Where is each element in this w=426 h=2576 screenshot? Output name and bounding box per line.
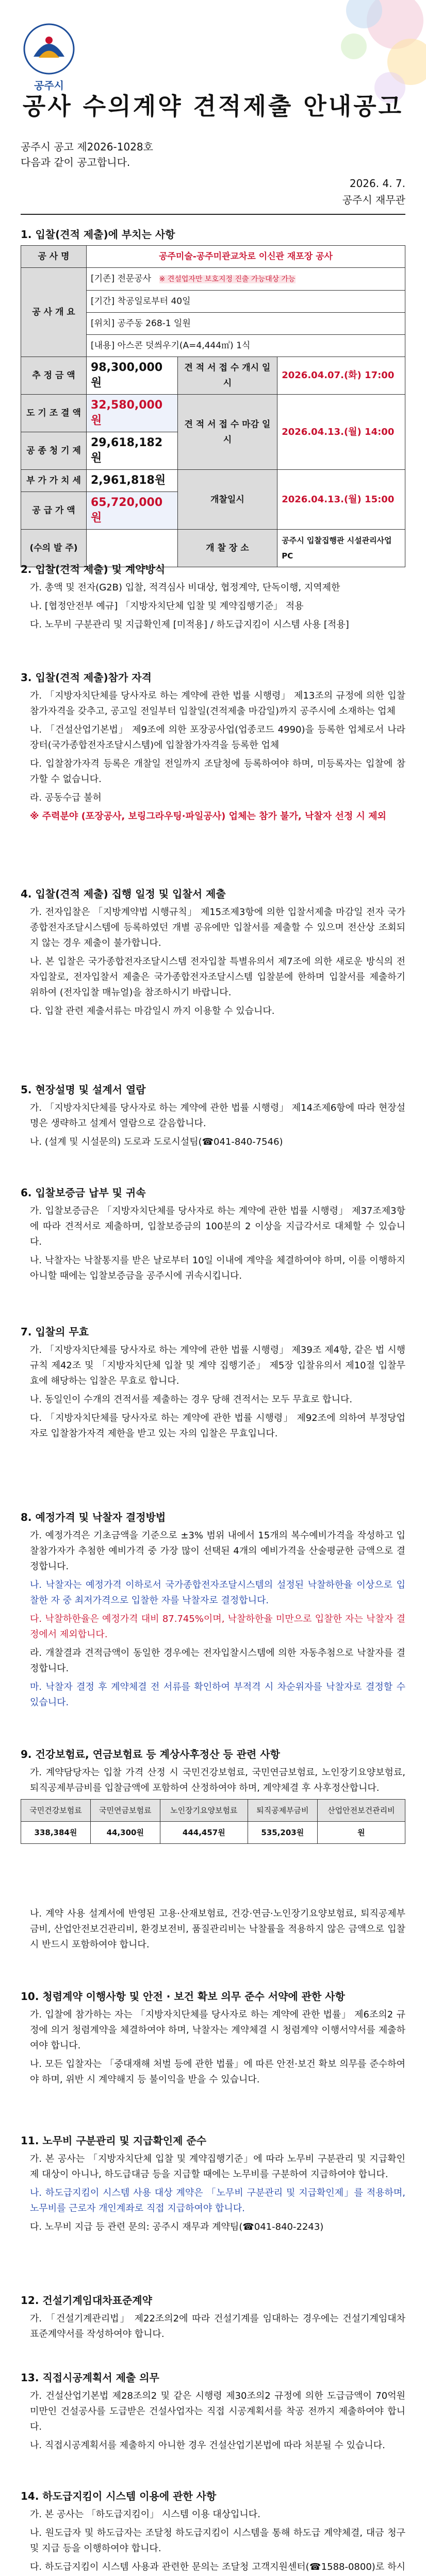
insurance-value: 원 xyxy=(317,1822,405,1844)
vat-label: 부 가 가 치 세 xyxy=(21,470,87,492)
bid-open-date: 2026.04.13.(월) 15:00 xyxy=(277,470,405,530)
section-14-item: 가. 본 공사는 「하도급지킴이」 시스템 이용 대상입니다. xyxy=(30,2509,260,2520)
overview-scale: [내용] 아스콘 덧씌우기(A=4,444㎡) 1식 xyxy=(87,335,405,357)
contract-amount: 29,618,182원 xyxy=(87,432,178,470)
open-date: 2026.04.07.(화) 17:00 xyxy=(277,357,405,395)
section-6-title: 6. 입찰보증금 납부 및 귀속 xyxy=(21,1187,146,1199)
construction-name: 공주미술-공주미관교차로 이신관 재포장 공사 xyxy=(87,246,405,268)
section-3-title: 3. 입찰(견적 제출)참가 자격 xyxy=(21,671,152,684)
section-8-item: 다. 낙찰하한율은 예정가격 대비 87.745%이며, 낙찰하한율 미만으로 입찰한 자는 낙찰자 결정에서 제외합니다. xyxy=(30,1614,405,1640)
section-4-item: 나. 본 입찰은 국가종합전자조달시스템 전자입찰 특별유의서 제7조에 의한 새로운 방식의 전자입찰로, 전자입찰서 제출은 국가종합전자조달시스템 입찰분에 한하며 입찰서를 제출하기 위하여 (전자입찰 매뉴얼)을 참조하시기 바랍니다. xyxy=(30,956,405,998)
section-11-item: 가. 본 공사는 「지방자치단체 입찰 및 계약집행기준」에 따라 노무비 구분관리 및 지급확인제 대상이 아니나, 하도급대금 등을 지급할 때에는 노무비를 구분하여 지급하여야 합니다. xyxy=(30,2154,405,2180)
overview-type-cell xyxy=(87,268,405,291)
section-14 xyxy=(21,2488,405,2576)
section-2-item: 다. 노무비 구분관리 및 지급확인제 [미적용] / 하도급지킴이 시스템 사용 [적용] xyxy=(30,619,349,630)
issue-date: 2026. 4. 7. xyxy=(349,177,405,190)
section-8-title: 8. 예정가격 및 낙찰자 결정방법 xyxy=(21,1511,166,1523)
notice-intro: 다음과 같이 공고합니다. xyxy=(21,156,130,168)
section-9 xyxy=(21,1747,405,1844)
section-3 xyxy=(21,670,405,827)
section-8 xyxy=(21,1510,405,1714)
insurance-header: 국민건강보험료 xyxy=(21,1800,91,1822)
insurance-header: 국민연금보험료 xyxy=(90,1800,160,1822)
close-date: 2026.04.13.(월) 14:00 xyxy=(277,395,405,470)
section-6-item: 나. 낙찰자는 낙찰통지를 받은 날로부터 10일 이내에 계약을 체결하여야 하며, 이를 이행하지 아니할 때에는 입찰보증금을 공주시에 귀속시킵니다. xyxy=(30,1255,405,1281)
overview-period: [기간] 착공일로부터 40일 xyxy=(87,291,405,313)
section-9b-item: 나. 계약 사용 설계서에 반영된 고용·산재보험료, 건강·연금·노인장기요양보험료, 퇴직공제부금비, 산업안전보건관리비, 환경보전비, 품질관리비는 낙찰률을 적용하지 않은 금액으로 입찰 시 반드시 포함하여야 합니다. xyxy=(30,1908,405,1950)
insurance-value: 44,300원 xyxy=(90,1822,160,1844)
section-1 xyxy=(21,227,405,567)
insurance-value: 535,203원 xyxy=(248,1822,317,1844)
construction-name-label: 공 사 명 xyxy=(21,246,87,268)
section-6 xyxy=(21,1185,405,1287)
section-7 xyxy=(21,1324,405,1445)
notice-number-block xyxy=(21,139,153,170)
insurance-cost-table xyxy=(21,1799,405,1844)
section-2 xyxy=(21,562,405,636)
bid-place: 공주시 입찰집행관 시설관리사업PC xyxy=(277,530,405,567)
section-12-item: 가. 「건설기계관리법」 제22조의2에 따라 건설기계를 임대하는 경우에는 건설기계임대차 표준계약서를 작성하여야 합니다. xyxy=(30,2313,405,2340)
section-14-title: 14. 하도급지킴이 시스템 이용에 관한 사항 xyxy=(21,2490,217,2502)
section-8-item: 마. 낙찰자 결정 후 계약체결 전 서류를 확인하여 부적격 시 차순위자를 낙찰자로 결정할 수 있습니다. xyxy=(30,1682,405,1708)
base-suffix: (수의 발 주) xyxy=(21,530,87,567)
section-5-title: 5. 현장설명 및 설계서 열람 xyxy=(21,1083,146,1096)
section-8-item: 나. 낙찰자는 예정가격 이하로서 국가종합전자조달시스템의 설정된 낙찰하한율 이상으로 입찰한 자 중 최저가격으로 입찰한 자를 낙찰자로 결정합니다. xyxy=(30,1580,405,1606)
est-price: 98,300,000원 xyxy=(87,357,178,395)
section-10-title: 10. 청렴계약 이행사항 및 안전 · 보건 확보 의무 준수 서약에 관한 사항 xyxy=(21,1990,345,2003)
section-13-item: 나. 직접시공계획서를 제출하지 아니한 경우 건설산업기본법에 따라 처분될 수 있습니다. xyxy=(30,2440,385,2451)
issue-date-block xyxy=(342,175,405,208)
overview-location: [위치] 공주동 268-1 일원 xyxy=(87,313,405,335)
base-price-label: 공 급 가 액 xyxy=(21,492,87,530)
overview-type: [기존] 전문공사 xyxy=(91,274,152,284)
section-3-warning: ※ 주력분야 (포장공사, 보링그라우팅·파일공사) 업체는 참가 불가, 낙찰자 선정 시 제외 xyxy=(30,811,386,822)
section-2-item: 나. [협정안전부 예규] 「지방자치단체 입찰 및 계약집행기준」 적용 xyxy=(30,601,304,612)
insurance-header: 퇴직공제부금비 xyxy=(248,1800,317,1822)
section-3-item: 다. 입찰참가자격 등록은 개찰일 전일까지 조달청에 등록하여야 하며, 미등록자는 입찰에 참가할 수 없습니다. xyxy=(30,758,405,785)
overview-label: 공 사 개 요 xyxy=(21,268,87,357)
section-14-item: 나. 원도급자 및 하도급자는 조달청 하도급지킴이 시스템을 통해 하도급 계약체결, 대금 청구 및 지급 등을 이행하여야 합니다. xyxy=(30,2528,405,2554)
notice-number: 공주시 공고 제2026-1028호 xyxy=(21,141,153,153)
insurance-header: 산업안전보건관리비 xyxy=(317,1800,405,1822)
issuer: 공주시 재무관 xyxy=(342,194,405,206)
section-7-item: 다. 「지방자치단체를 당사자로 하는 계약에 관한 법률 시행령」 제92조에 의하여 부정당업자로 입찰참가자격 제한을 받고 있는 자의 입찰은 무효입니다. xyxy=(30,1413,405,1439)
city-logo-label: 공주시 xyxy=(34,79,64,92)
city-logo-icon xyxy=(21,21,77,77)
overview-type-note: ※ 견설업자만 보호지정 진출 가능대상 가능 xyxy=(159,275,296,283)
section-13 xyxy=(21,2370,405,2456)
base-price: 65,720,000원 xyxy=(87,492,178,530)
section-11-item: 다. 노무비 지급 등 관련 문의: 공주시 재무과 계약팀(☎041-840-2243) xyxy=(30,2222,324,2232)
section-10-item: 나. 모든 입찰자는 「중대재해 처벌 등에 관한 법률」에 따른 안전·보건 확보 의무를 준수하여야 하며, 위반 시 계약해지 등 불이익을 받을 수 있습니다. xyxy=(30,2059,405,2085)
section-12 xyxy=(21,2293,405,2345)
section-2-item: 가. 총액 및 전자(G2B) 입찰, 적격심사 비대상, 협정계약, 단독이행, 지역제한 xyxy=(30,582,340,593)
section-11-title: 11. 노무비 구분관리 및 지급확인제 준수 xyxy=(21,2134,207,2147)
section-8-item: 라. 개찰결과 견적금액이 동일한 경우에는 전자입찰시스템에 의한 자동추첨으로 낙찰자를 결정합니다. xyxy=(30,1648,405,1674)
section-7-item: 나. 동일인이 수개의 견적서를 제출하는 경우 당해 견적서는 모두 무효로 합니다. xyxy=(30,1394,353,1405)
vat-amount: 2,961,818원 xyxy=(87,470,178,492)
section-9b xyxy=(21,1906,405,1956)
section-7-item: 가. 「지방자치단체를 당사자로 하는 계약에 관한 법률 시행령」 제39조 제4항, 같은 법 시행규칙 제42조 및 「지방자치단체 입찰 및 계약 집행기준」 제5장 입찰유의서 제10절 입찰무효에 해당하는 입찰은 무효로 합니다. xyxy=(30,1345,405,1386)
contract-label: 공 종 청 기 제 xyxy=(21,432,87,470)
section-4-item: 다. 입찰 관련 제출서류는 마감일시 까지 이용할 수 있습니다. xyxy=(30,1006,275,1016)
section-5-item: 나. (설계 및 시설문의) 도로과 도로시설팀(☎041-840-7546) xyxy=(30,1137,283,1147)
section-3-item: 가. 「지방자치단체를 당사자로 하는 계약에 관한 법률 시행령」 제13조의 규정에 의한 입찰참가자격을 갖추고, 공고일 전일부터 입찰일(견적제출 마감일)까지 공주시에 소재하는 업체 xyxy=(30,690,405,717)
close-date-label: 견 적 서 접 수 마감 일시 xyxy=(177,395,277,470)
bid-open-label: 개찰일시 xyxy=(177,470,277,530)
open-date-label: 견 적 서 접 수 개시 일시 xyxy=(177,357,277,395)
section-5 xyxy=(21,1082,405,1153)
section-12-title: 12. 건설기계임대차표준계약 xyxy=(21,2294,152,2307)
section-11-item: 나. 하도급지킴이 시스템 사용 대상 계약은 「노무비 구분관리 및 지급확인제」를 적용하며, 노무비를 근로자 개인계좌로 직접 지급하여야 합니다. xyxy=(30,2188,405,2214)
section-6-item: 가. 입찰보증금은 「지방자치단체를 당사자로 하는 계약에 관한 법률 시행령」 제37조제3항에 따라 견적서로 제출하며, 입찰보증금의 100분의 2 이상을 지급각서로 대체할 수 있습니다. xyxy=(30,1206,405,1247)
section-8-item: 가. 예정가격은 기초금액을 기준으로 ±3% 범위 내에서 15개의 복수예비가격을 작성하고 입찰참가자가 추첨한 예비가격 중 가장 많이 선택된 4개의 예비가격을 산술평균한 금액으로 결정합니다. xyxy=(30,1530,405,1572)
section-14-item: 다. 하도급지킴이 시스템 사용과 관련한 문의는 조달청 고객지원센터(☎1588-0800)로 하시 xyxy=(30,2562,405,2572)
section-10-item: 가. 입찰에 참가하는 자는 「지방자치단체를 당사자로 하는 계약에 관한 법률」 제6조의2 규정에 의거 청렴계약을 체결하여야 하며, 낙찰자는 계약체결 시 청렴계약 이행서약서를 제출하여야 합니다. xyxy=(30,2009,405,2051)
place-label: 개 찰 장 소 xyxy=(177,530,277,567)
insurance-header: 노인장기요양보험료 xyxy=(160,1800,248,1822)
section-2-title: 2. 입찰(견적 제출) 및 계약방식 xyxy=(21,563,166,575)
bid-info-table xyxy=(21,245,405,567)
section-13-title: 13. 직접시공계획서 제출 의무 xyxy=(21,2371,159,2384)
insurance-value: 444,457원 xyxy=(160,1822,248,1844)
insurance-value: 338,384원 xyxy=(21,1822,91,1844)
section-3-item: 나. 「건설산업기본법」 제9조에 의한 포장공사업(업종코드 4990)을 등록한 업체로서 나라장터(국가종합전자조달시스템)에 입찰참가자격을 등록한 업체 xyxy=(30,724,405,751)
gov-material-label: 도 기 조 결 액 xyxy=(21,395,87,432)
section-7-title: 7. 입찰의 무효 xyxy=(21,1326,89,1338)
section-3-item: 라. 공동수급 불허 xyxy=(30,792,102,803)
section-4-item: 가. 전자입찰은 「지방계약법 시행규칙」 제15조제3항에 의한 입찰서제출 마감일 전자 국가종합전자조달시스템에 등록하였던 개별 공유에만 입찰서를 제출할 수 있으며 전산상 조회되지 않는 경우 제출이 불가합니다. xyxy=(30,907,405,948)
section-10 xyxy=(21,1989,405,2091)
section-13-item: 가. 건설산업기본법 제28조의2 및 같은 시행령 제30조의2 규정에 의한 도급금액이 70억원 미만인 건설공사를 도급받은 건설사업자는 직접 시공계획서를 착공 전까지 제출하여야 합니다. xyxy=(30,2391,405,2432)
section-9-title: 9. 건강보험료, 연금보험료 등 계상사후정산 등 관련 사항 xyxy=(21,1748,280,1760)
section-11 xyxy=(21,2133,405,2238)
section-5-item: 가. 「지방자치단체를 당사자로 하는 계약에 관한 법률 시행령」 제14조제6항에 따라 현장설명은 생략하고 설계서 열람으로 갈음합니다. xyxy=(30,1103,405,1129)
est-price-label: 추 정 금 액 xyxy=(21,357,87,395)
section-4 xyxy=(21,886,405,1022)
gov-material: 32,580,000원 xyxy=(87,395,178,432)
header-divider xyxy=(21,214,405,215)
page-title: 공사 수의계약 견적제출 안내공고 xyxy=(22,92,404,120)
section-4-title: 4. 입찰(견적 제출) 집행 일정 및 입찰서 제출 xyxy=(21,888,226,900)
section-1-title: 1. 입찰(견적 제출)에 부치는 사항 xyxy=(21,228,175,241)
section-9-item: 가. 계약담당자는 입찰 가격 산정 시 국민건강보험료, 국민연금보험료, 노인장기요양보험료, 퇴직공제부금비를 입찰금액에 포함하여 산정하여야 하며, 계약체결 후 사후정산합니다. xyxy=(30,1767,405,1793)
